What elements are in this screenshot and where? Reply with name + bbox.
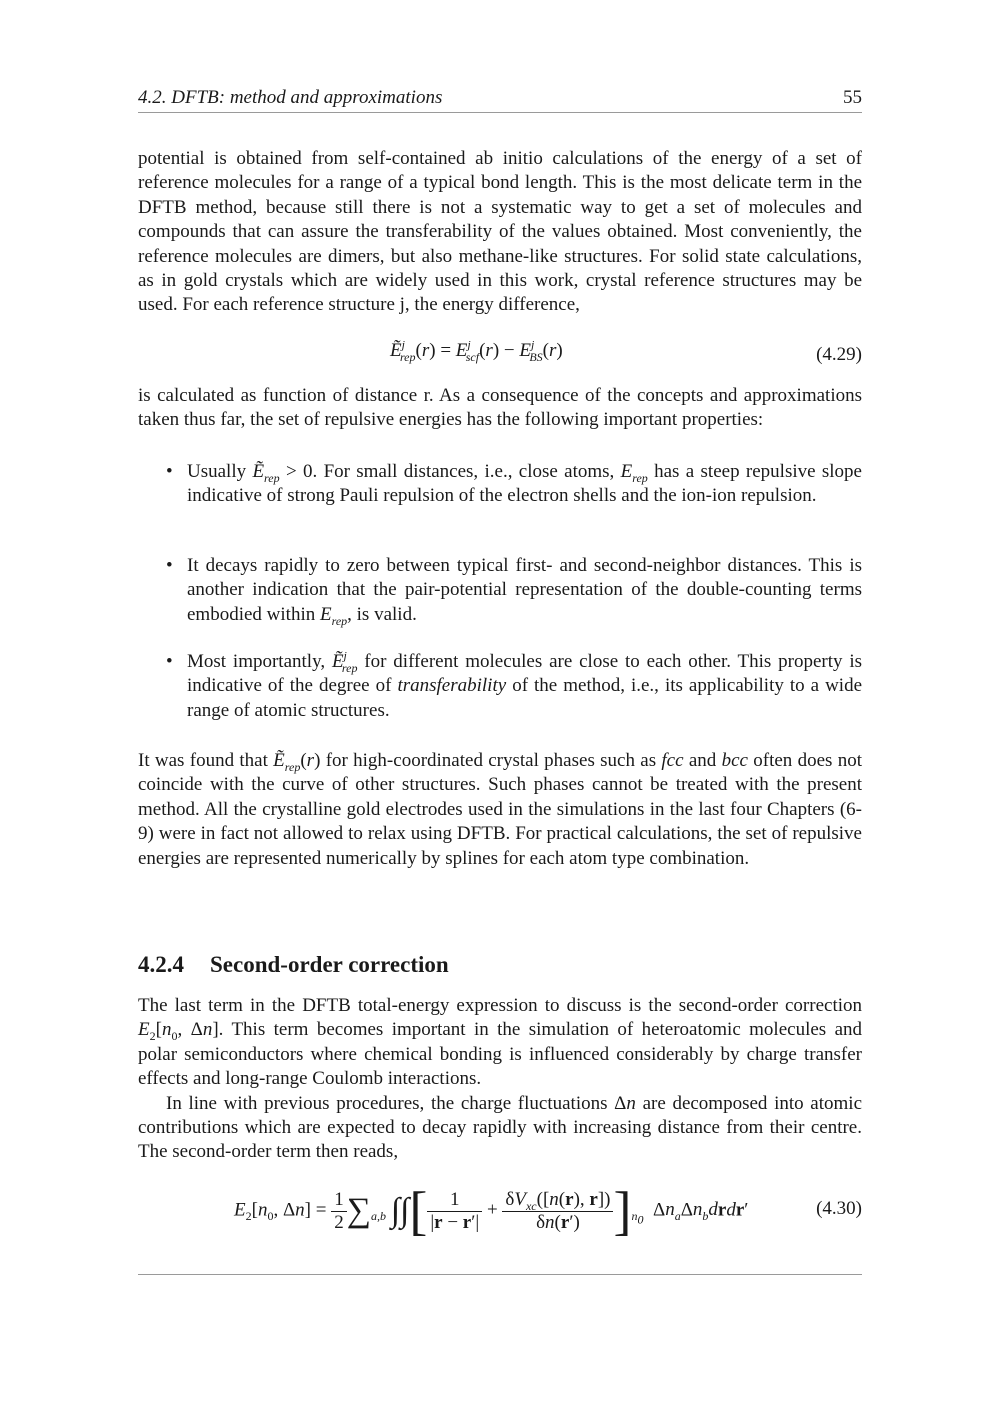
paragraph-1	[138, 147, 862, 318]
bullet-item-3-text: Most importantly, Ẽ$^j_{rep}$ for different molecules are close to each other. This property is indicative of the degree of transferability of the method, i.e., its applicability to a wide range of atomic structures.	[187, 648, 863, 721]
paragraph-2-text: is calculated as function of distance r. As a consequence of the concepts and approximations taken thus far, the set of repulsive energies has the following important properties:	[138, 385, 862, 431]
equation-4-29-body: Ẽ$^j_{rep}$(r) = $E^j_{scf}(r) - E^j_{BS}(r)$	[390, 337, 563, 364]
bullet-item-2-text: It decays rapidly to zero between typical first- and second-neighbor distances. This is another indication that the pair-potential representation of the double-counting terms embodied within $E_{rep}$, is valid.	[187, 555, 862, 628]
bullet-item-1-text: Usually Ẽ$_{rep}$ > 0. For small distances, i.e., close atoms, $E_{rep}$ has a steep repulsive slope indicative of strong Pauli repulsion of the electron shells and the ion-ion repulsion.	[187, 461, 862, 507]
footer-divider	[138, 1274, 862, 1275]
section-title: Second-order correction	[210, 952, 449, 977]
equation-4-29-label: (4.29)	[816, 344, 862, 365]
paragraph-4-text: The last term in the DFTB total-energy expression to discuss is the second-order correction $E_2[n_0$, Δn]. This term becomes important in the simulation of heteroatomic molecules and polar semiconductors where chemical bonding is influenced considerably by charge transfer effects and long-range Coulomb interactions.	[138, 995, 863, 1090]
paragraph-5-text: In line with previous procedures, the charge fluctuations Δn are decomposed into atomic contributions which are expected to decay rapidly with increasing distance from their centre. The second-order term then reads,	[138, 1092, 863, 1163]
bullet-dot: •	[166, 555, 173, 576]
paragraph-3	[138, 749, 862, 871]
bullet-dot: •	[166, 651, 173, 672]
running-header	[138, 86, 862, 113]
paragraph-1-text: potential is obtained from self-contained ab initio calculations of the energy of a set of reference molecules for a range of a typical bond length. This is the most delicate term in the DFTB method, because still there is not a systematic way to get a set of molecules and compounds that can assure the transferability of the values obtained. Most conveniently, the reference molecules are dimers, but also methane-like structures. For solid state calculations, as in gold crystals which are widely used in this work, crystal reference structures may be used. For each reference structure j, the energy difference,	[138, 148, 862, 316]
equation-4-30	[138, 1180, 862, 1250]
paragraph-4	[138, 994, 862, 1165]
section-number: 4.2.4	[138, 952, 184, 977]
equation-4-30-label: (4.30)	[816, 1198, 862, 1219]
equation-4-30-body: $E_2[n_0$, Δn] = $\frac{1}{2}$ $\sum_{a,b}$ ∫∫[ $\frac{1}{|r - r'|}$ + $\frac{\delta V_{xc}([n(r), r])}{\delta n(r')}$ ]$_{n_0}$ $\Delta n_a\Delta n_bdrdr'$	[234, 1181, 749, 1241]
paragraph-3-text: It was found that Ẽ$_{rep}$(r) for high-coordinated crystal phases such as fcc and bcc often does not coincide with the curve of other structures. Such phases cannot be treated with the present method. All the crystalline gold electrodes used in the simulations in the last four Chapters (6- 9) were in fact not allowed to relax using DFTB. For practical calculations, the set of repulsive energies are represented numerically by splines for each atom type combination.	[138, 750, 862, 869]
page-number: 55	[843, 87, 862, 108]
paragraph-2	[138, 384, 862, 433]
header-section-title: 4.2. DFTB: method and approximations	[138, 87, 443, 108]
bullet-dot: •	[166, 461, 173, 482]
section-heading	[138, 952, 449, 978]
equation-4-29	[138, 337, 862, 376]
